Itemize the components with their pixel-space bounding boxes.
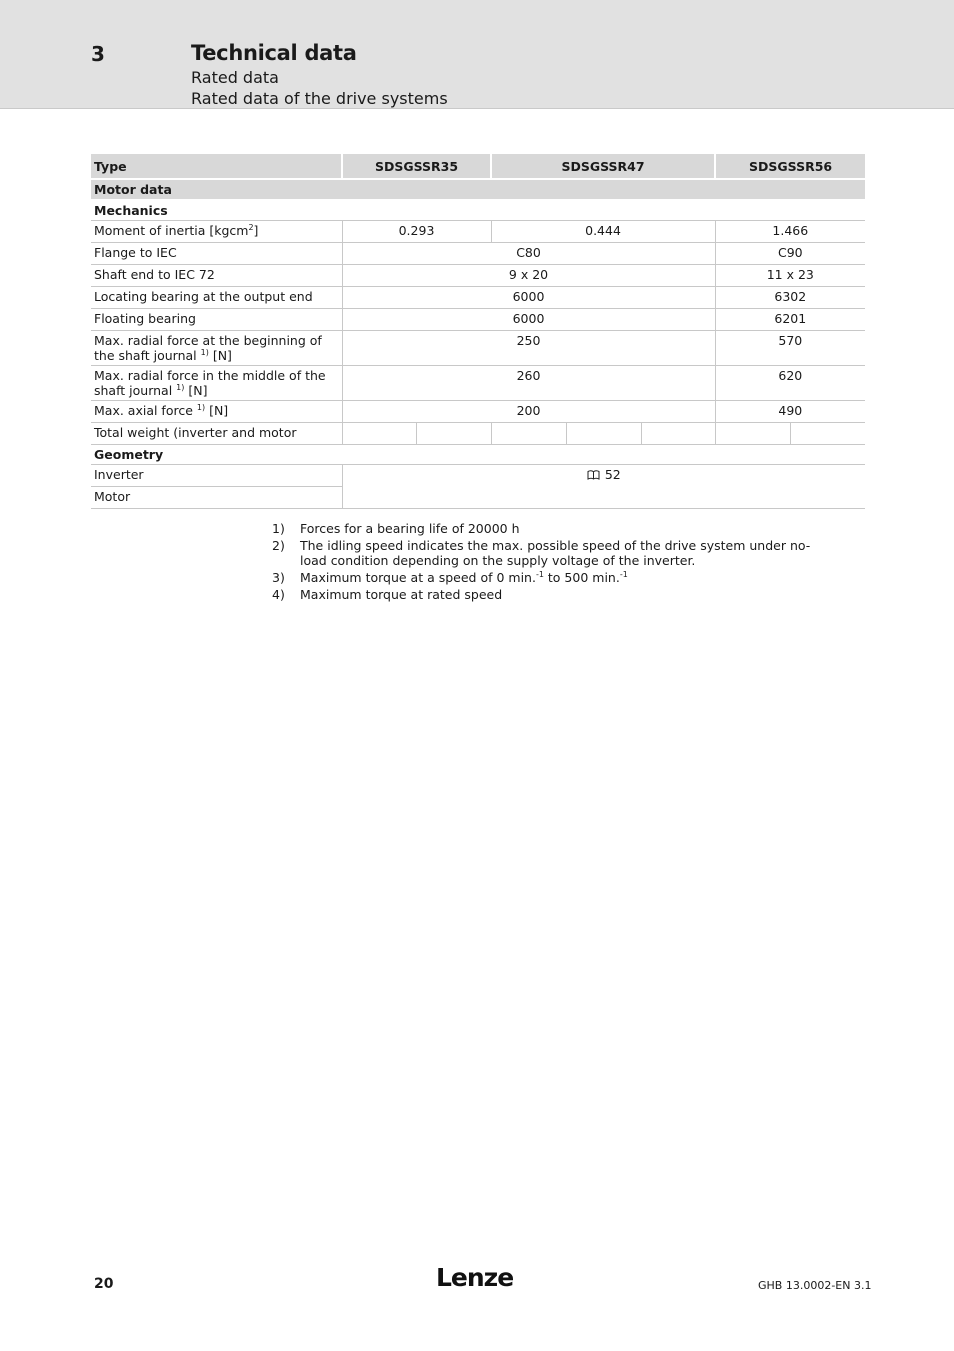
footnote-text: Maximum torque at a speed of 0 min.$^{-1}$ to 500 min.$^{-1}$ xyxy=(300,569,628,585)
row-label: Motor xyxy=(91,487,342,509)
footnotes xyxy=(272,521,832,604)
section-row-geometry xyxy=(91,445,865,465)
footnote-text: The idling speed indicates the max. possible speed of the drive system under no-load condition depending on the supply voltage of the inverter. xyxy=(300,538,811,568)
cell-value: 490 xyxy=(715,401,865,423)
row-label: Max. radial force in the middle of the shaft journal $^{1)}$ [N] xyxy=(91,366,342,401)
page-reference: 52 xyxy=(604,467,621,482)
row-label: Inverter xyxy=(91,465,342,487)
chapter-number: 3 xyxy=(91,42,105,66)
section-row-motor-data xyxy=(91,179,865,200)
empty-cell xyxy=(491,423,566,445)
cell-value: 9 x 20 xyxy=(342,265,715,287)
empty-cell xyxy=(790,423,865,445)
table-row xyxy=(91,331,865,366)
section-label: Motor data xyxy=(91,179,865,200)
table-header-row xyxy=(91,154,865,179)
footnote xyxy=(272,587,832,602)
cell-value: C90 xyxy=(715,243,865,265)
cell-value: 6000 xyxy=(342,287,715,309)
row-label: Shaft end to IEC 72 xyxy=(91,265,342,287)
col-header-sdsgssr47: SDSGSSR47 xyxy=(491,154,715,179)
footnote-text: Forces for a bearing life of 20000 h xyxy=(300,521,520,536)
cell-value: 0.444 xyxy=(491,221,715,243)
cell-value xyxy=(342,465,865,509)
cell-value: 0.293 xyxy=(342,221,491,243)
cell-value: 6000 xyxy=(342,309,715,331)
document-id: GHB 13.0002-EN 3.1 xyxy=(758,1279,872,1292)
cell-value: C80 xyxy=(342,243,715,265)
cell-value: 11 x 23 xyxy=(715,265,865,287)
table-row xyxy=(91,465,865,487)
footnote xyxy=(272,538,832,568)
cell-value: 620 xyxy=(715,366,865,401)
subsection-title: Rated data of the drive systems xyxy=(191,89,448,108)
col-header-type: Type xyxy=(91,154,342,179)
footnote-number: 4) xyxy=(272,587,285,602)
cell-value: 250 xyxy=(342,331,715,366)
cell-value: 6201 xyxy=(715,309,865,331)
table-row xyxy=(91,366,865,401)
col-header-sdsgssr56: SDSGSSR56 xyxy=(715,154,865,179)
footnote-number: 1) xyxy=(272,521,285,536)
cell-value: 6302 xyxy=(715,287,865,309)
section-row-mechanics xyxy=(91,200,865,221)
empty-cell xyxy=(416,423,491,445)
col-header-sdsgssr35: SDSGSSR35 xyxy=(342,154,491,179)
row-label: Floating bearing xyxy=(91,309,342,331)
empty-cell xyxy=(715,423,790,445)
footnote xyxy=(272,570,832,585)
row-label: Max. radial force at the beginning of the shaft journal $^{1)}$ [N] xyxy=(91,331,342,366)
section-label: Geometry xyxy=(91,445,865,465)
row-label: Locating bearing at the output end xyxy=(91,287,342,309)
row-label: Total weight (inverter and motor xyxy=(91,423,342,445)
table-row xyxy=(91,309,865,331)
rated-data-table xyxy=(91,154,865,509)
cell-value: 570 xyxy=(715,331,865,366)
footnote-number: 3) xyxy=(272,570,285,585)
empty-cell xyxy=(566,423,641,445)
table-row xyxy=(91,423,865,445)
footnote-text: Maximum torque at rated speed xyxy=(300,587,503,602)
book-icon xyxy=(587,468,601,483)
row-label: Max. axial force $^{1)}$ [N] xyxy=(91,401,342,423)
cell-value: 200 xyxy=(342,401,715,423)
page-number: 20 xyxy=(94,1276,114,1292)
footnote-number: 2) xyxy=(272,538,285,553)
empty-cell xyxy=(342,423,416,445)
table-row xyxy=(91,287,865,309)
row-label: Moment of inertia [kgcm$^2$] xyxy=(91,221,342,243)
table-row xyxy=(91,401,865,423)
empty-cell xyxy=(641,423,715,445)
lenze-logo: Lenze xyxy=(436,1263,514,1292)
page-header xyxy=(0,0,954,109)
cell-value: 260 xyxy=(342,366,715,401)
cell-value: 1.466 xyxy=(715,221,865,243)
table-row xyxy=(91,221,865,243)
table-row xyxy=(91,265,865,287)
section-label: Mechanics xyxy=(91,200,865,221)
footnote xyxy=(272,521,832,536)
chapter-title: Technical data xyxy=(191,41,357,65)
table-row xyxy=(91,243,865,265)
row-label: Flange to IEC xyxy=(91,243,342,265)
section-title: Rated data xyxy=(191,68,279,87)
